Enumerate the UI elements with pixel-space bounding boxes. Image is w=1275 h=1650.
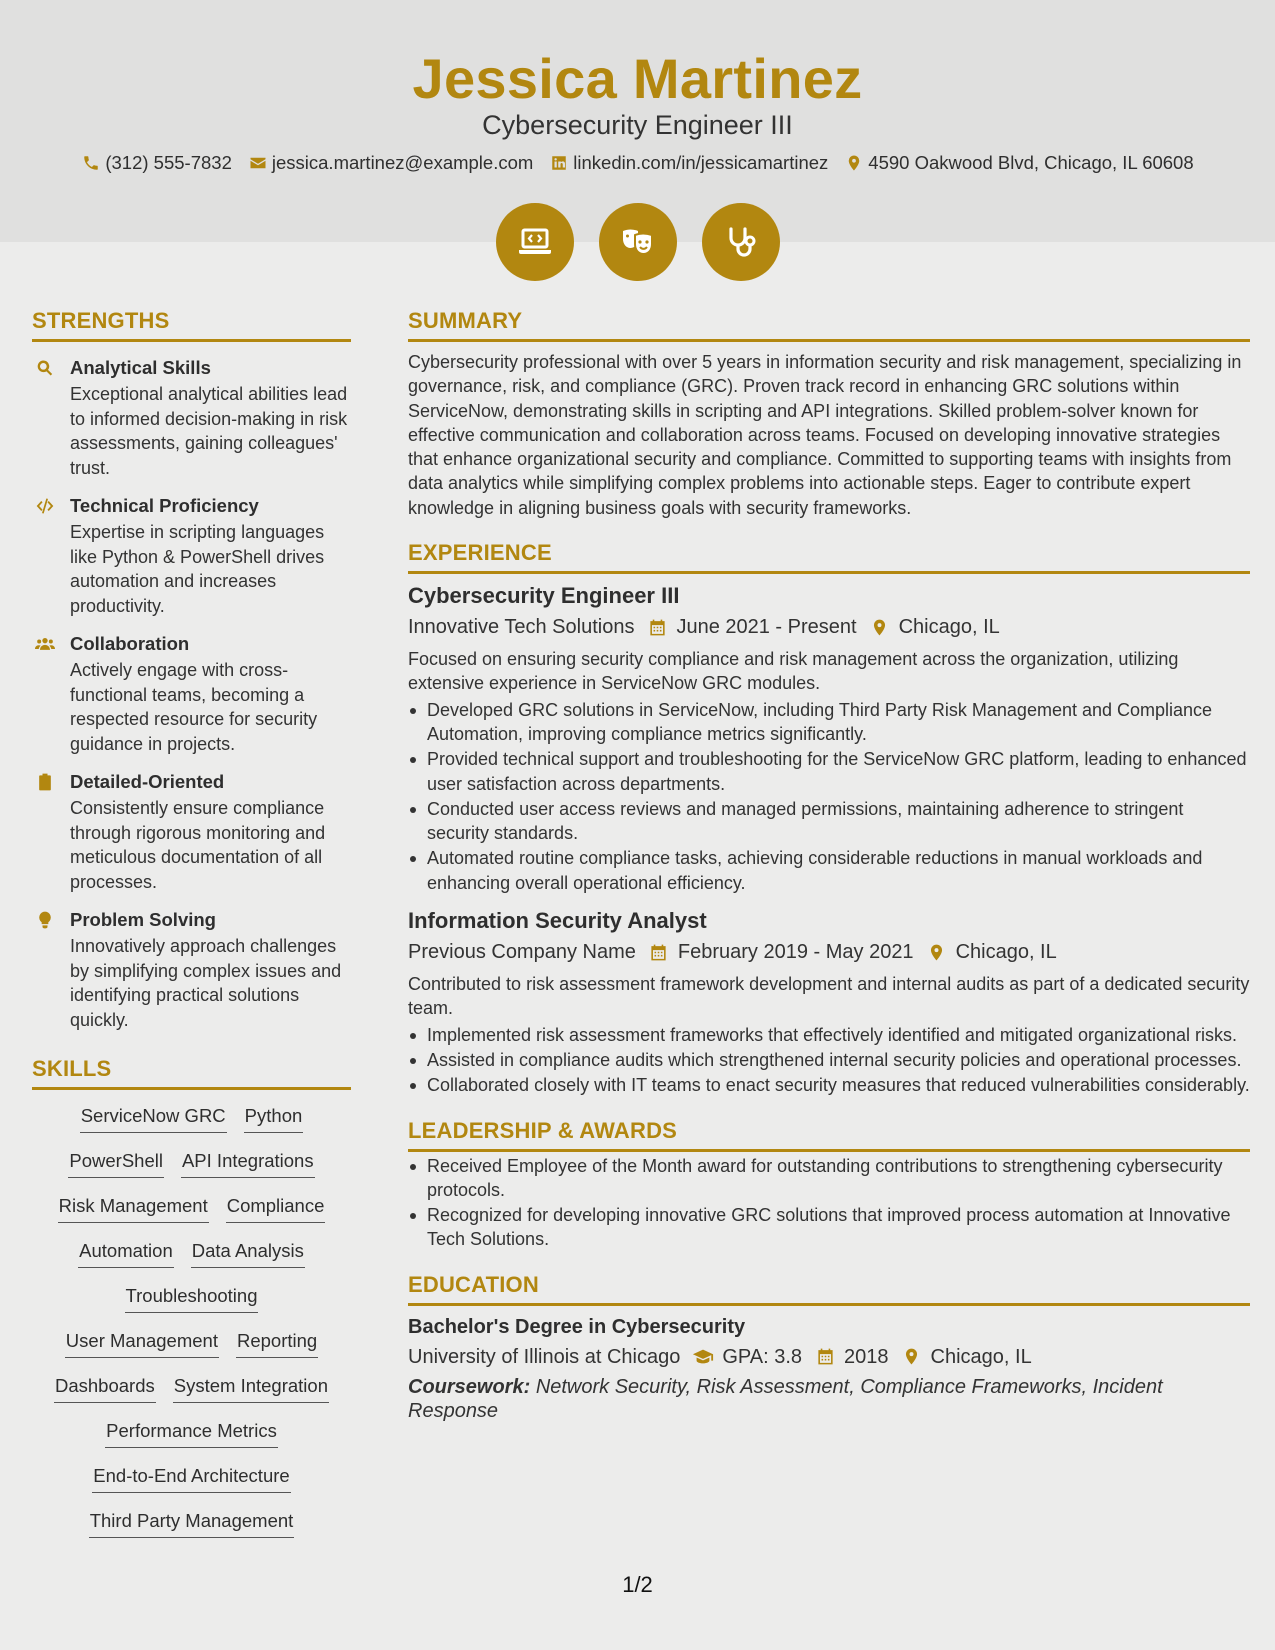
strength-title: Technical Proficiency bbox=[70, 495, 259, 516]
job-entry bbox=[408, 582, 1250, 895]
candidate-title: Cybersecurity Engineer III bbox=[482, 110, 793, 140]
job-dates: June 2021 - Present bbox=[676, 616, 857, 639]
skill-tag: Reporting bbox=[236, 1329, 318, 1358]
coursework-text: Network Security, Risk Assessment, Compliance Frameworks, Incident Response bbox=[408, 1375, 1163, 1423]
skill-tag: User Management bbox=[65, 1329, 219, 1358]
job-company: Innovative Tech Solutions bbox=[408, 616, 635, 639]
contact-linkedin-text: linkedin.com/in/jessicamartinez bbox=[573, 152, 829, 173]
skill-tag: Compliance bbox=[226, 1194, 326, 1223]
search-icon bbox=[32, 356, 58, 480]
skill-tag: Automation bbox=[78, 1239, 174, 1268]
strength-desc: Actively engage with cross-functional teams, becoming a respected resource for security guidance in projects. bbox=[70, 660, 318, 754]
skill-tag: System Integration bbox=[173, 1374, 329, 1403]
strength-title: Detailed-Oriented bbox=[70, 771, 225, 792]
clipboard-check-icon bbox=[32, 770, 58, 894]
summary-heading: SUMMARY bbox=[408, 308, 1250, 342]
skill-tag: API Integrations bbox=[181, 1149, 315, 1178]
skill-tag: ServiceNow GRC bbox=[80, 1104, 227, 1133]
skills-heading: SKILLS bbox=[32, 1056, 351, 1090]
coursework-label: Coursework: bbox=[408, 1375, 531, 1398]
stethoscope-icon bbox=[702, 203, 780, 281]
strength-item bbox=[32, 908, 351, 1032]
users-icon bbox=[32, 632, 58, 756]
page-number: 1/2 bbox=[622, 1572, 653, 1597]
strength-desc: Exceptional analytical abilities lead to informed decision-making in risk assessments, gaining colleagues' trust. bbox=[70, 384, 348, 478]
strengths-heading: STRENGTHS bbox=[32, 308, 351, 342]
contact-phone-text: (312) 555-7832 bbox=[105, 152, 232, 173]
job-location: Chicago, IL bbox=[955, 941, 1057, 964]
skill-row bbox=[54, 1374, 329, 1419]
skill-row bbox=[65, 1329, 318, 1374]
job-dates: February 2019 - May 2021 bbox=[677, 941, 914, 964]
skill-tag: Risk Management bbox=[58, 1194, 209, 1223]
theater-masks-icon bbox=[599, 203, 677, 281]
envelope-icon bbox=[248, 153, 268, 173]
education-degree: Bachelor's Degree in Cybersecurity bbox=[408, 1315, 746, 1338]
skill-tag: Dashboards bbox=[54, 1374, 156, 1403]
code-icon bbox=[32, 494, 58, 618]
job-meta bbox=[408, 613, 1250, 641]
calendar-icon bbox=[648, 941, 670, 963]
contact-bar bbox=[0, 152, 1275, 174]
education-gpa: GPA: 3.8 bbox=[722, 1345, 803, 1368]
skills-list bbox=[32, 1104, 351, 1554]
job-location: Chicago, IL bbox=[898, 616, 1000, 639]
contact-phone[interactable] bbox=[81, 152, 232, 174]
contact-email-text: jessica.martinez@example.com bbox=[271, 152, 534, 173]
education-meta bbox=[408, 1343, 1250, 1371]
strength-item bbox=[32, 356, 351, 480]
calendar-icon bbox=[814, 1346, 836, 1368]
skill-row bbox=[105, 1419, 278, 1464]
strength-desc: Expertise in scripting languages like Python & PowerShell drives automation and increases productivity. bbox=[70, 522, 325, 616]
list-item: Provided technical support and troubleshooting for the ServiceNow GRC platform, leading to enhanced user satisfaction across departments. bbox=[408, 747, 1250, 796]
job-title: Information Security Analyst bbox=[408, 908, 707, 934]
laptop-code-icon bbox=[496, 203, 574, 281]
contact-address[interactable] bbox=[844, 152, 1193, 174]
strength-title: Analytical Skills bbox=[70, 357, 211, 378]
summary-text: Cybersecurity professional with over 5 years in information security and risk management, specializing in governance, risk, and compliance (GRC). Proven track record in enhancing GRC solutions within ServiceNow, demonstrating skills in scripting and API integrations. Skilled problem-solver known for effective communication and collaboration across teams. Focused on developing innovative strategies that enhance organizational security and compliance. Committed to supporting teams with insights from data analytics while simplifying complex problems into actionable steps. Eager to contribute expert knowledge in aligning business goals with security frameworks. bbox=[408, 352, 1242, 518]
skill-tag: Data Analysis bbox=[191, 1239, 305, 1268]
calendar-icon bbox=[646, 616, 668, 638]
job-bullets bbox=[408, 1023, 1250, 1098]
phone-icon bbox=[81, 153, 101, 173]
contact-address-text: 4590 Oakwood Blvd, Chicago, IL 60608 bbox=[868, 152, 1194, 173]
strength-desc: Innovatively approach challenges by simplifying complex issues and identifying practical solutions quickly. bbox=[70, 936, 342, 1030]
map-pin-icon bbox=[901, 1346, 923, 1368]
skill-row bbox=[125, 1284, 259, 1329]
list-item: Recognized for developing innovative GRC solutions that improved process automation at Innovative Tech Solutions. bbox=[408, 1203, 1250, 1252]
job-meta bbox=[408, 938, 1250, 966]
map-pin-icon bbox=[844, 153, 864, 173]
strength-desc: Consistently ensure compliance through rigorous monitoring and meticulous documentation of all processes. bbox=[70, 798, 326, 892]
graduation-cap-icon bbox=[692, 1346, 714, 1368]
badge-row bbox=[0, 203, 1275, 281]
list-item: Assisted in compliance audits which strengthened internal security policies and operational processes. bbox=[408, 1048, 1250, 1072]
job-description: Contributed to risk assessment framework development and internal audits as part of a dedicated security team. bbox=[408, 974, 1250, 1019]
right-column bbox=[408, 308, 1250, 1424]
list-item: Received Employee of the Month award for outstanding contributions to strengthening cybersecurity protocols. bbox=[408, 1154, 1250, 1203]
skill-tag: Third Party Management bbox=[89, 1509, 295, 1538]
skill-tag: Python bbox=[244, 1104, 304, 1133]
experience-heading: EXPERIENCE bbox=[408, 540, 1250, 574]
awards-list bbox=[408, 1154, 1250, 1252]
map-pin-icon bbox=[926, 941, 948, 963]
education-location: Chicago, IL bbox=[930, 1345, 1032, 1368]
job-bullets bbox=[408, 698, 1250, 895]
contact-email[interactable] bbox=[248, 152, 533, 174]
skill-row bbox=[78, 1239, 305, 1284]
skill-row bbox=[92, 1464, 290, 1509]
skill-row bbox=[58, 1194, 326, 1239]
skill-row bbox=[68, 1149, 314, 1194]
job-title: Cybersecurity Engineer III bbox=[408, 583, 680, 609]
skill-row bbox=[80, 1104, 304, 1149]
skill-tag: PowerShell bbox=[68, 1149, 164, 1178]
job-company: Previous Company Name bbox=[408, 941, 636, 964]
linkedin-icon bbox=[549, 153, 569, 173]
education-heading: EDUCATION bbox=[408, 1272, 1250, 1306]
coursework bbox=[408, 1375, 1250, 1424]
skill-tag: Troubleshooting bbox=[125, 1284, 259, 1313]
contact-linkedin[interactable] bbox=[549, 152, 828, 174]
list-item: Conducted user access reviews and managed permissions, maintaining adherence to stringent security standards. bbox=[408, 797, 1250, 846]
skill-row bbox=[89, 1509, 295, 1554]
list-item: Collaborated closely with IT teams to enact security measures that reduced vulnerabilities considerably. bbox=[408, 1073, 1250, 1097]
education-year: 2018 bbox=[844, 1345, 889, 1368]
list-item: Implemented risk assessment frameworks that effectively identified and mitigated organizational risks. bbox=[408, 1023, 1250, 1047]
strength-item bbox=[32, 770, 351, 894]
left-column bbox=[32, 308, 351, 1554]
list-item: Developed GRC solutions in ServiceNow, including Third Party Risk Management and Compliance Automation, improving compliance metrics significantly. bbox=[408, 698, 1250, 747]
strength-title: Problem Solving bbox=[70, 909, 216, 930]
list-item: Automated routine compliance tasks, achieving considerable reductions in manual workloads and enhancing overall operational efficiency. bbox=[408, 846, 1250, 895]
candidate-name: Jessica Martinez bbox=[412, 47, 863, 110]
skill-tag: End-to-End Architecture bbox=[92, 1464, 290, 1493]
job-description: Focused on ensuring security compliance and risk management across the organization, utilizing extensive experience in ServiceNow GRC modules. bbox=[408, 649, 1179, 694]
strength-item bbox=[32, 632, 351, 756]
strength-item bbox=[32, 494, 351, 618]
map-pin-icon bbox=[869, 616, 891, 638]
job-entry bbox=[408, 907, 1250, 1097]
education-school: University of Illinois at Chicago bbox=[408, 1345, 681, 1368]
skill-tag: Performance Metrics bbox=[105, 1419, 278, 1448]
strength-title: Collaboration bbox=[70, 633, 190, 654]
awards-heading: LEADERSHIP & AWARDS bbox=[408, 1118, 1250, 1152]
lightbulb-icon bbox=[32, 908, 58, 1032]
